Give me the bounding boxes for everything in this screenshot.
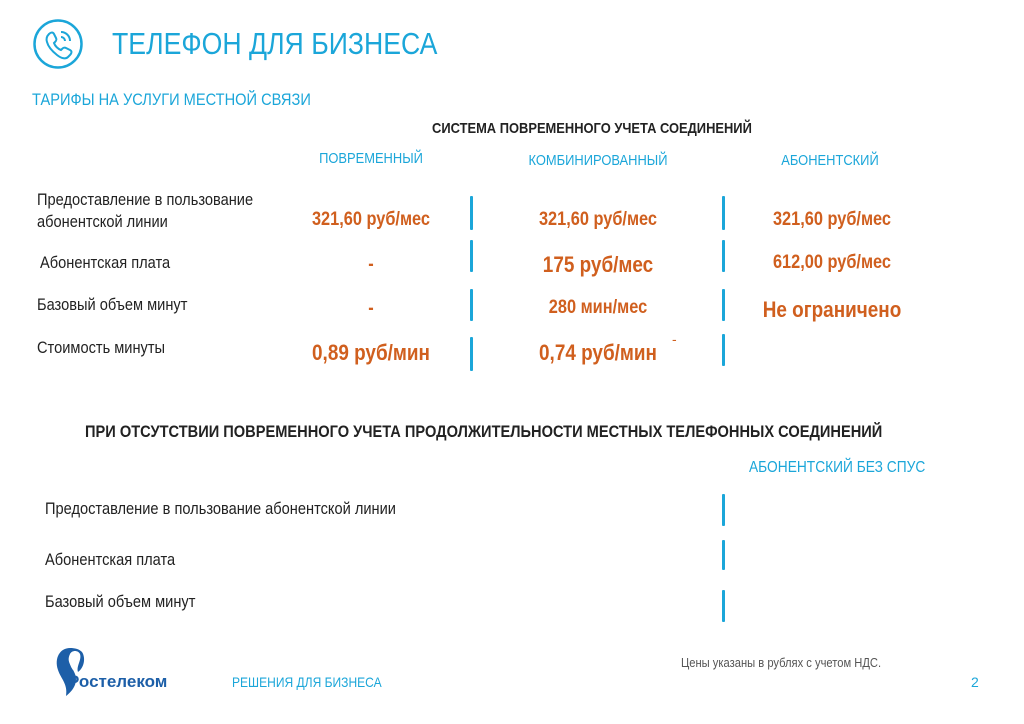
section2-row-base-minutes: Базовый объем минут — [45, 592, 196, 611]
phone-icon — [32, 18, 84, 70]
column-divider — [470, 196, 473, 230]
row-label-minute-cost: Стоимость минуты — [37, 338, 166, 357]
column-divider — [722, 334, 725, 366]
column-divider — [722, 240, 725, 272]
value-combined-minutes: 280 мин/мес — [548, 297, 648, 318]
page-subtitle: ТАРИФЫ НА УСЛУГИ МЕСТНОЙ СВЯЗИ — [32, 90, 311, 109]
page-title: ТЕЛЕФОН ДЛЯ БИЗНЕСА — [112, 26, 438, 61]
column-divider — [722, 590, 725, 622]
column-header-subscription: АБОНЕНТСКИЙ — [781, 152, 879, 169]
footer-tagline: РЕШЕНИЯ ДЛЯ БИЗНЕСА — [232, 674, 382, 690]
brand-name: Ростелеком — [68, 672, 168, 691]
value-combined-fee: 175 руб/мес — [542, 252, 654, 277]
value-combined-minute-cost: 0,74 руб/мин — [539, 340, 657, 365]
column-divider — [722, 289, 725, 321]
section2-row-subscription-fee: Абонентская плата — [45, 550, 176, 569]
section2-heading: ПРИ ОТСУТСТВИИ ПОВРЕМЕННОГО УЧЕТА ПРОДОЛЖИТЕЛЬНОСТИ МЕСТНЫХ ТЕЛЕФОННЫХ СОЕДИНЕНИЙ — [85, 422, 883, 441]
value-subscription-minutes: Не ограничено — [762, 297, 902, 322]
section2-column-header: АБОНЕНТСКИЙ БЕЗ СПУС — [749, 459, 926, 476]
value-subscription-line: 321,60 руб/мес — [772, 209, 892, 230]
column-divider — [470, 337, 473, 371]
value-subscription-fee: 612,00 руб/мес — [772, 252, 892, 273]
value-timed-line: 321,60 руб/мес — [311, 209, 431, 230]
row-label-base-minutes: Базовый объем минут — [37, 295, 188, 314]
row-label-subscription-fee: Абонентская плата — [40, 253, 171, 272]
column-divider — [722, 540, 725, 570]
column-divider — [470, 289, 473, 321]
value-timed-minute-cost: 0,89 руб/мин — [312, 340, 430, 365]
page-number: 2 — [971, 674, 979, 690]
value-subscription-minute-cost: - — [672, 331, 677, 347]
value-timed-fee: - — [368, 254, 374, 275]
column-divider — [722, 494, 725, 526]
vat-note: Цены указаны в рублях с учетом НДС. — [681, 655, 882, 670]
column-divider — [470, 240, 473, 272]
row-label-line-provision: Предоставление в пользование абонентской линии — [37, 190, 254, 231]
value-timed-minutes: - — [368, 298, 374, 319]
section1-heading: СИСТЕМА ПОВРЕМЕННОГО УЧЕТА СОЕДИНЕНИЙ — [432, 120, 752, 137]
column-divider — [722, 196, 725, 230]
value-combined-line: 321,60 руб/мес — [538, 209, 658, 230]
section2-row-line-provision: Предоставление в пользование абонентской линии — [45, 499, 396, 518]
column-header-combined: КОМБИНИРОВАННЫЙ — [528, 152, 668, 169]
column-header-timed: ПОВРЕМЕННЫЙ — [319, 150, 423, 167]
